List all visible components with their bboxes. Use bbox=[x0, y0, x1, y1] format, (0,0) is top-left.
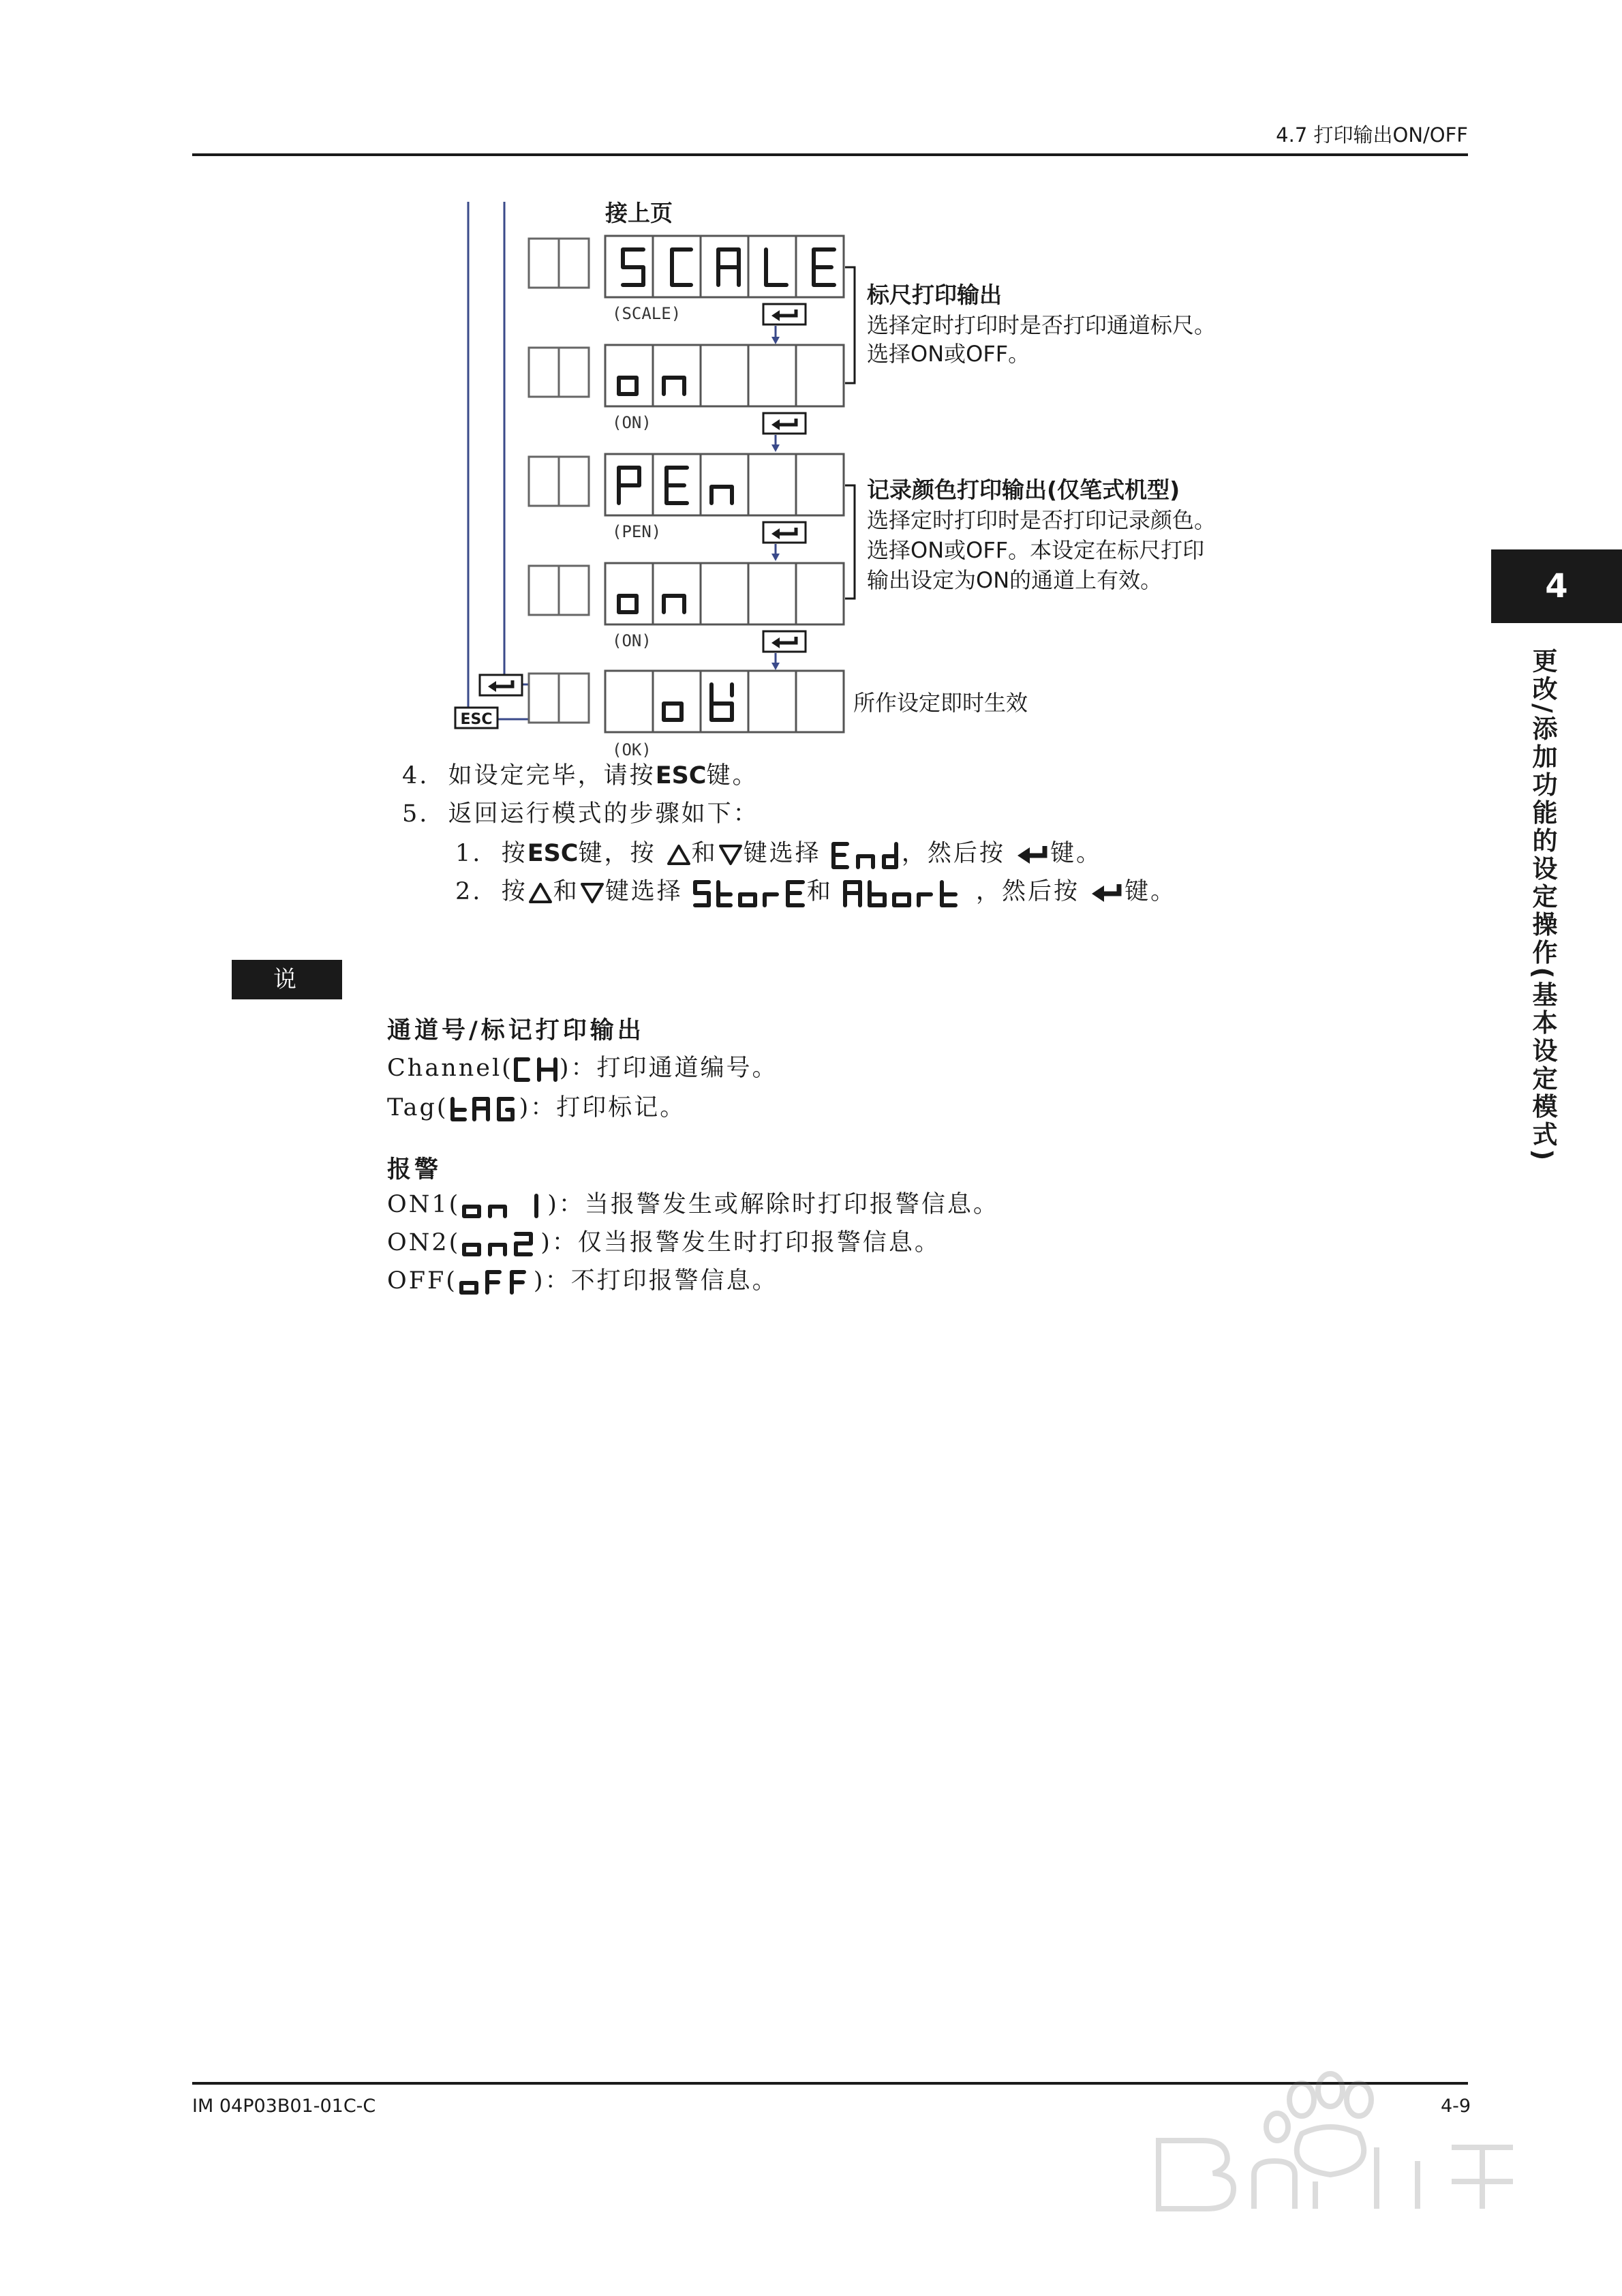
lcd-ch-glyph bbox=[513, 1055, 560, 1084]
enter-key-icon bbox=[1089, 881, 1124, 905]
lcd-abort-glyph bbox=[842, 878, 976, 908]
chapter-tab: 4 bbox=[1491, 549, 1622, 623]
alarm-off-line: OFF( )：不打印报警信息。 bbox=[387, 1264, 778, 1298]
note-badge: 说明 bbox=[232, 960, 342, 999]
scale-annotation-line1: 选择定时打印时是否打印通道标尺。 bbox=[867, 312, 1216, 338]
enter-key-icon bbox=[763, 631, 806, 652]
scale-annotation-line2: 选择ON或OFF。 bbox=[867, 341, 1030, 367]
up-triangle-icon bbox=[527, 881, 553, 905]
tag-line: Tag( )：打印标记。 bbox=[387, 1091, 686, 1125]
svg-text:ESC: ESC bbox=[460, 711, 493, 728]
down-triangle-icon bbox=[579, 881, 605, 905]
enter-key-icon bbox=[763, 304, 806, 324]
alarm-on1-line: ON1( )：当报警发生或解除时打印报警信息。 bbox=[387, 1188, 999, 1222]
section-header: 4.7 打印输出ON/OFF bbox=[1276, 123, 1468, 147]
lcd-tag-pen: (PEN) bbox=[612, 522, 662, 541]
lcd-tag-glyph bbox=[448, 1095, 519, 1123]
lcd-tag-ok: (OK) bbox=[612, 740, 652, 759]
up-triangle-icon bbox=[666, 843, 692, 866]
step-5: 5. 返回运行模式的步骤如下： bbox=[402, 800, 759, 828]
chapter-title-vertical: 更改/添加功能的设定操作(基本设定模式) bbox=[1528, 648, 1557, 1164]
page-number: 4-9 bbox=[1441, 2096, 1471, 2117]
lcd-screen-ok bbox=[529, 671, 844, 759]
document-id: IM 04P03B01-01C-C bbox=[192, 2096, 376, 2117]
step-4: 4. 如设定完毕，请按ESC键。 bbox=[402, 762, 759, 789]
pen-annotation-title: 记录颜色打印输出(仅笔式机型) bbox=[867, 477, 1180, 503]
enter-key-icon bbox=[1015, 843, 1050, 866]
pen-annotation-line3: 输出设定为ON的通道上有效。 bbox=[867, 567, 1163, 593]
alarm-on2-line: ON2( )：仅当报警发生时打印报警信息。 bbox=[387, 1226, 940, 1260]
lcd-on2-glyph bbox=[460, 1230, 540, 1258]
enter-key-icon bbox=[480, 675, 522, 695]
lcd-off-glyph bbox=[457, 1268, 534, 1297]
watermark-logo bbox=[1131, 2059, 1540, 2250]
down-triangle-icon bbox=[718, 843, 744, 866]
enter-key-icon bbox=[763, 413, 806, 434]
lcd-store-glyph bbox=[692, 878, 807, 908]
ok-annotation: 所作设定即时生效 bbox=[853, 690, 1028, 716]
step-5-2: 2. 按 和 键选择 和 ，然后按 键。 bbox=[455, 875, 1176, 908]
pen-annotation-line1: 选择定时打印时是否打印记录颜色。 bbox=[867, 507, 1216, 533]
esc-key-icon bbox=[455, 708, 498, 728]
step-5-1: 1. 按ESC键，按 和 键选择 ，然后按 键。 bbox=[455, 837, 1102, 870]
lcd-end-glyph bbox=[831, 840, 902, 870]
alarm-heading: 报警 bbox=[387, 1156, 442, 1183]
enter-key-icon bbox=[763, 522, 806, 543]
key-operation-diagram bbox=[0, 0, 1622, 784]
lcd-on1-glyph bbox=[460, 1192, 547, 1220]
pen-annotation-line2: 选择ON或OFF。本设定在标尺打印 bbox=[867, 537, 1205, 563]
lcd-tag-on-1: (ON) bbox=[612, 413, 652, 432]
channel-heading: 通道号/标记打印输出 bbox=[387, 1017, 645, 1044]
continued-label: 接上页 bbox=[605, 200, 673, 226]
scale-annotation-title: 标尺打印输出 bbox=[867, 282, 1002, 308]
lcd-tag-scale: (SCALE) bbox=[612, 304, 682, 323]
lcd-tag-on-2: (ON) bbox=[612, 631, 652, 650]
channel-line: Channel( )：打印通道编号。 bbox=[387, 1051, 778, 1085]
